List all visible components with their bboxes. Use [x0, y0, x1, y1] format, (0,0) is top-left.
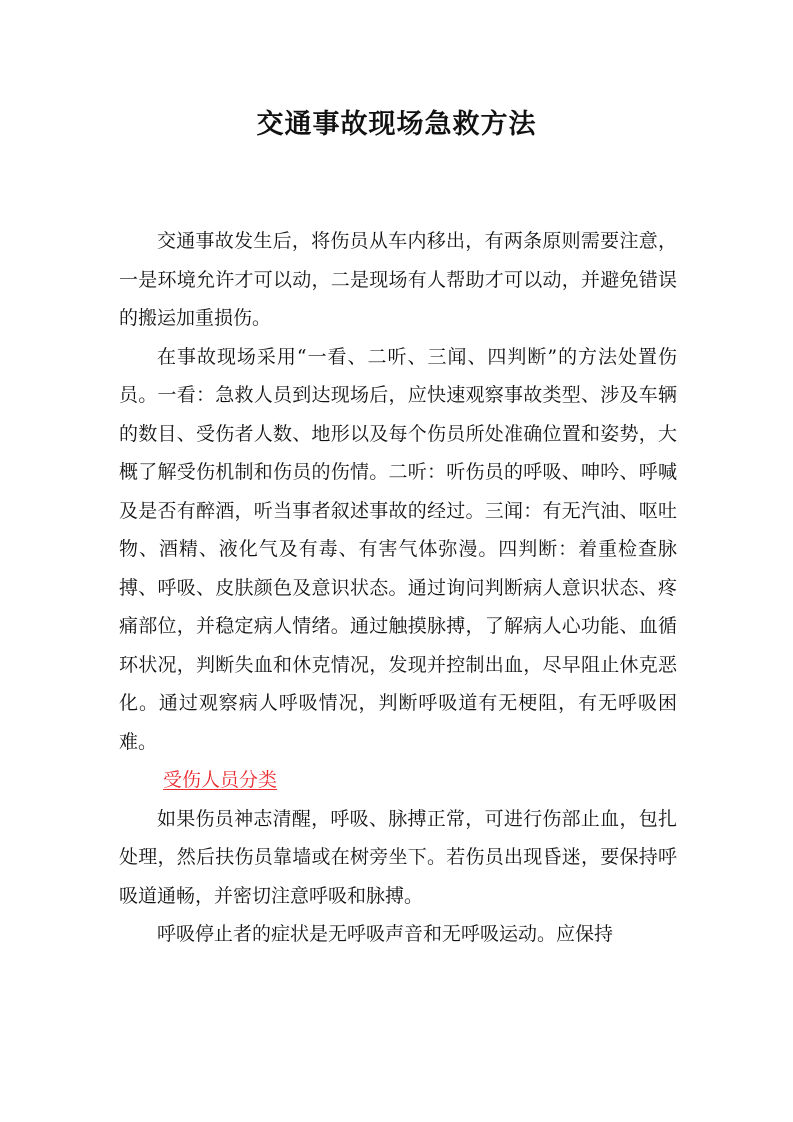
paragraph-conscious-casualty: 如果伤员神志清醒，呼吸、脉搏正常，可进行伤部止血，包扎处理，然后扶伤员靠墙或在树旁坐下。若伤员出现昏迷，要保持呼吸道通畅，并密切注意呼吸和脉搏。 [119, 807, 677, 907]
section-heading-link[interactable] [119, 761, 677, 800]
paragraph-assessment-method: 在事故现场采用“一看、二听、三闻、四判断”的方法处置伤员。一看：急救人员到达现场后，应快速观察事故类型、涉及车辆的数目、受伤者人数、地形以及每个伤员所处准确位置和姿势，大概了解受伤机制和伤员的伤情。二听：听伤员的呼吸、呻吟、呼喊及是否有醉酒，听当事者叙述事故的经过。三闻：有无汽油、呕吐物、酒精、液化气及有毒、有害气体弥漫。四判断：着重检查脉搏、呼吸、皮肤颜色及意识状态。通过询问判断病人意识状态、疼痛部位，并稳定病人情绪。通过触摸脉搏，了解病人心功能、血循环状况，判断失血和休克情况，发现并控制出血，尽早阻止休克恶化。通过观察病人呼吸情况，判断呼吸道有无梗阻，有无呼吸困难。 [119, 345, 677, 753]
paragraph-intro: 交通事故发生后，将伤员从车内移出，有两条原则需要注意，一是环境允许才可以动，二是现场有人帮助才可以动，并避免错误的搬运加重损伤。 [119, 230, 677, 329]
document-body [119, 222, 677, 954]
paragraph-breathing-stopped: 呼吸停止者的症状是无呼吸声音和无呼吸运动。应保持 [157, 923, 614, 945]
page-title: 交通事故现场急救方法 [256, 109, 537, 140]
section-heading-label[interactable]: 受伤人员分类 [163, 769, 278, 791]
